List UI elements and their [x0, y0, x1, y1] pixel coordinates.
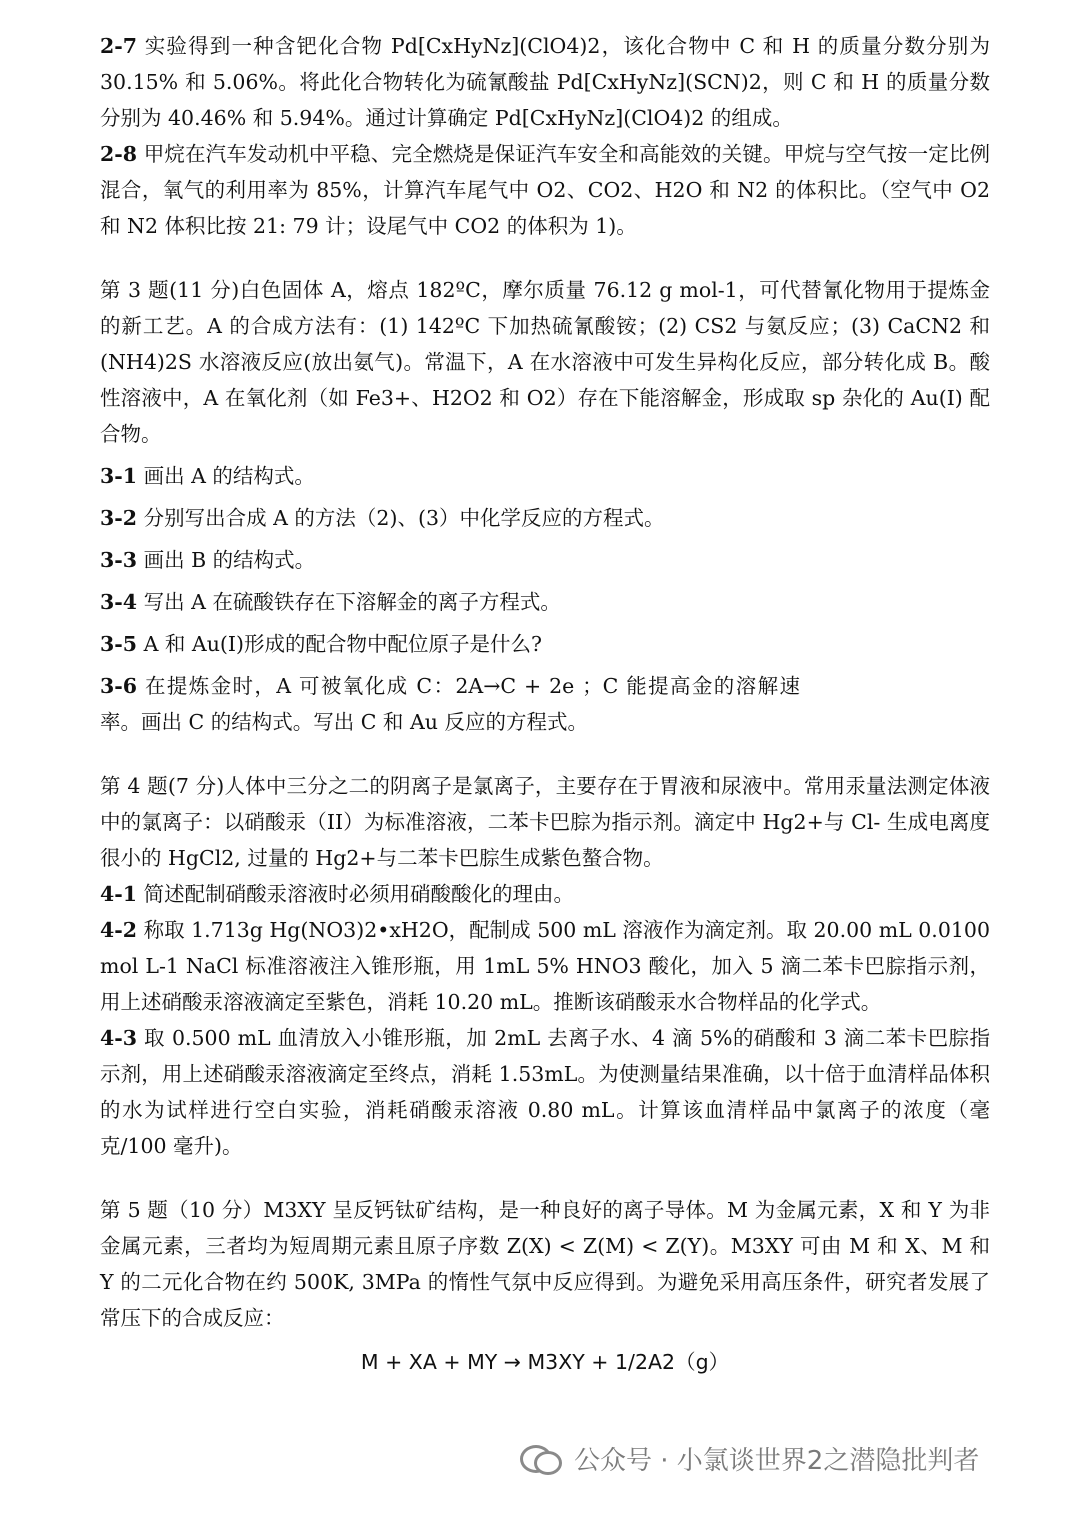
question-5-intro: 第 5 题（10 分）M3XY 呈反钙钛矿结构，是一种良好的离子导体。M 为金属元素，X 和 Y 为非金属元素，三者均为短周期元素且原子序数 Z(X) < Z(M) < Z(Y)。M3XY 可由 M 和 X、M 和 Y 的二元化合物在约 500K, 3MPa 的惰性气氛中反应得到。为避免采用高压条件，研究者发展了常压下的合成反应： — [100, 1198, 990, 1330]
question-4-intro: 第 4 题(7 分)人体中三分之二的阴离子是氯离子，主要存在于胃液和尿液中。常用汞量法测定体液中的氯离子：以硝酸汞（II）为标准溶液，二苯卡巴腙为指示剂。滴定中 Hg2+与 Cl- 生成电离度很小的 HgCl2, 过量的 Hg2+与二苯卡巴腙生成紫色螯合物。 — [100, 774, 990, 870]
document-body — [100, 28, 990, 1380]
problem-4-2: 4-2 称取 1.713g Hg(NO3)2•xH2O，配制成 500 mL 溶液作为滴定剂。取 20.00 mL 0.0100 mol L-1 NaCl 标准溶液注入锥形瓶，用 1mL 5% HNO3 酸化，加入 5 滴二苯卡巴腙指示剂，用上述硝酸汞溶液滴定至紫色，消耗 10.20 mL。推断该硝酸汞水合物样品的化学式。 — [100, 918, 990, 1014]
reaction-equation: M + XA + MY → M3XY + 1/2A2（g） — [360, 1350, 730, 1374]
problem-4-1: 4-1 简述配制硝酸汞溶液时必须用硝酸酸化的理由。 — [100, 882, 575, 906]
problem-3-5: 3-5 A 和 Au(I)形成的配合物中配位原子是什么? — [100, 632, 542, 656]
question-3-intro: 第 3 题(11 分)白色固体 A，熔点 182ºC，摩尔质量 76.12 g mol-1，可代替氰化物用于提炼金的新工艺。A 的合成方法有：(1) 142ºC 下加热硫氰酸铵；(2) CS2 与氨反应；(3) CaCN2 和(NH4)2S 水溶液反应(放出氨气)。常温下，A 在水溶液中可发生异构化反应，部分转化成 B。酸性溶液中，A 在氧化剂（如 Fe3+、H2O2 和 O2）存在下能溶解金，形成取 sp 杂化的 Au(I) 配合物。 — [100, 278, 990, 446]
problem-3-1: 3-1 画出 A 的结构式。 — [100, 464, 315, 488]
wechat-logo-icon — [520, 1441, 560, 1475]
problem-3-3: 3-3 画出 B 的结构式。 — [100, 548, 316, 572]
watermark-text: 公众号 · 小氯谈世界2之潜隐批判者 — [574, 1445, 980, 1476]
problem-2-7: 2-7 实验得到一种含钯化合物 Pd[CxHyNz](ClO4)2，该化合物中 C 和 H 的质量分数分别为 30.15% 和 5.06%。将此化合物转化为硫氰酸盐 Pd[CxHyNz](SCN)2，则 C 和 H 的质量分数分别为 40.46% 和 5.94%。通过计算确定 Pd[CxHyNz](ClO4)2 的组成。 — [100, 34, 990, 130]
problem-3-6: 3-6 在提炼金时，A 可被氧化成 C：2A→C + 2e ；C 能提高金的溶解速率。画出 C 的结构式。写出 C 和 Au 反应的方程式。 — [100, 674, 800, 734]
problem-3-4: 3-4 写出 A 在硫酸铁存在下溶解金的离子方程式。 — [100, 590, 561, 614]
watermark — [520, 1430, 1060, 1486]
problem-2-8: 2-8 甲烷在汽车发动机中平稳、完全燃烧是保证汽车安全和高能效的关键。甲烷与空气按一定比例混合，氧气的利用率为 85%，计算汽车尾气中 O2、CO2、H2O 和 N2 的体积比。（空气中 O2 和 N2 体积比按 21: 79 计；设尾气中 CO2 的体积为 1)。 — [100, 142, 990, 238]
problem-4-3: 4-3 取 0.500 mL 血清放入小锥形瓶，加 2mL 去离子水、4 滴 5%的硝酸和 3 滴二苯卡巴腙指示剂，用上述硝酸汞溶液滴定至终点，消耗 1.53mL。为使测量结果准确，以十倍于血清样品体积的水为试样进行空白实验，消耗硝酸汞溶液 0.80 mL。计算该血清样品中氯离子的浓度（毫克/100 毫升)。 — [100, 1026, 990, 1158]
problem-3-2: 3-2 分别写出合成 A 的方法（2)、(3）中化学反应的方程式。 — [100, 506, 665, 530]
